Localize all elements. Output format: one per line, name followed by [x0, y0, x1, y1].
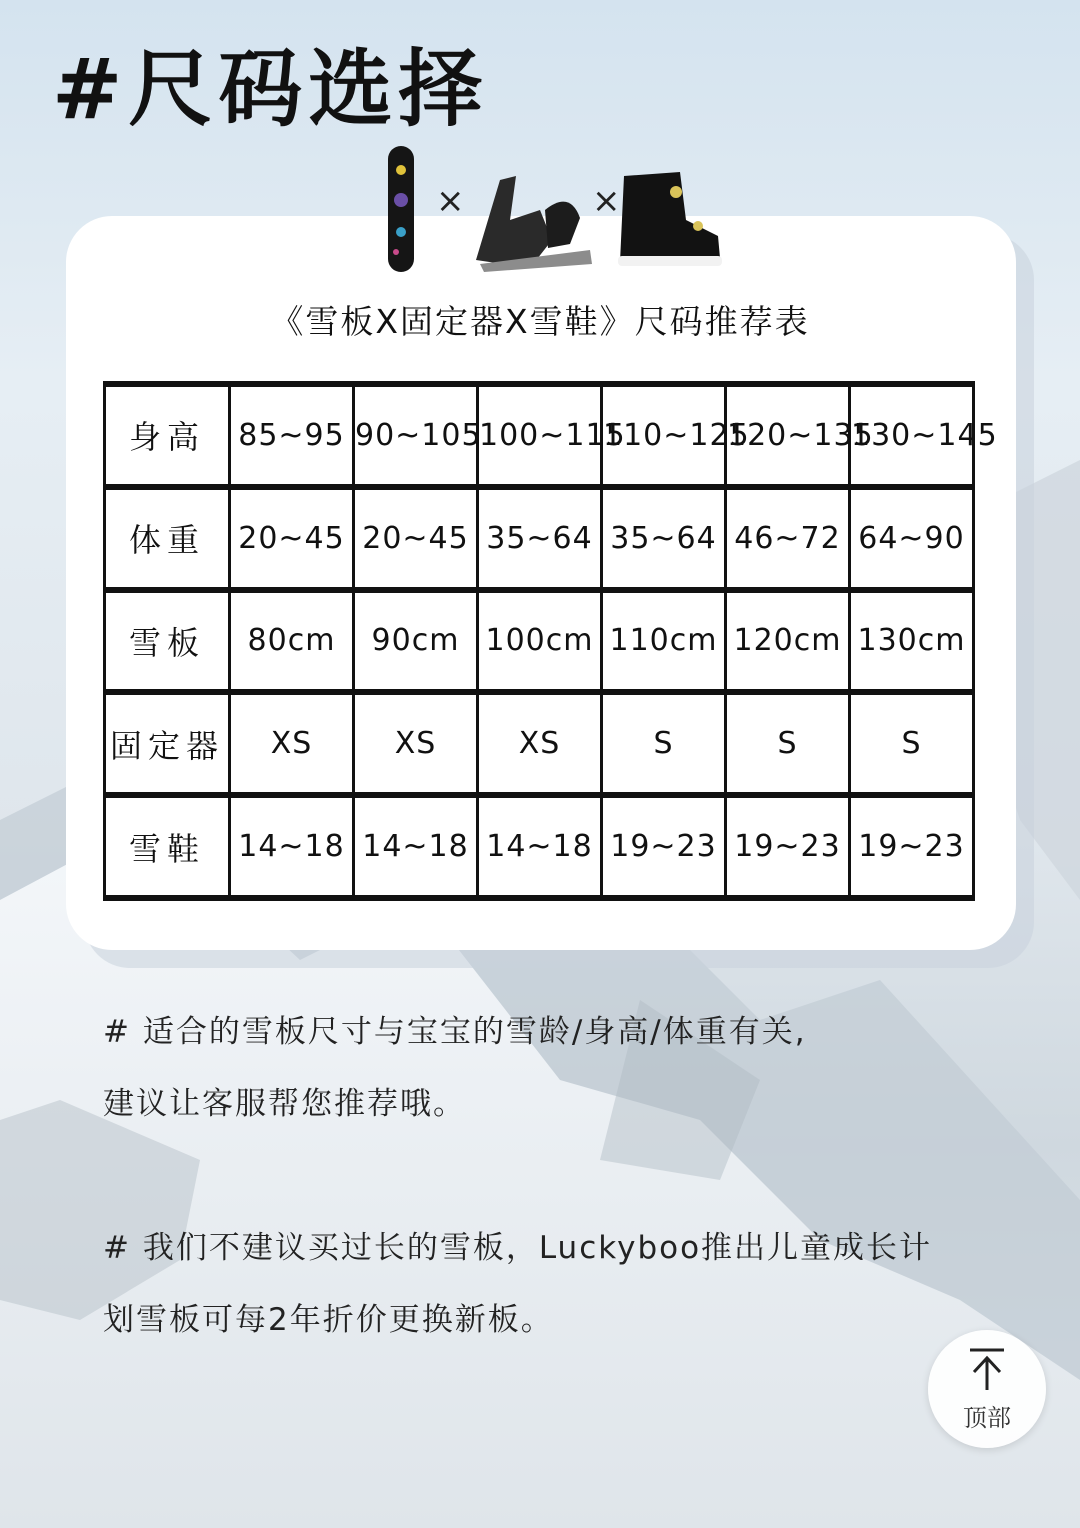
arrow-up-icon [966, 1346, 1008, 1392]
product-images [380, 140, 740, 280]
table-cell: 120~135 [726, 384, 850, 487]
table-cell: 35~64 [602, 487, 726, 590]
table-cell: 100cm [478, 590, 602, 693]
table-cell: 130~145 [850, 384, 974, 487]
table-cell: 90cm [354, 590, 478, 693]
note-line: 建议让客服帮您推荐哦。 [103, 1086, 466, 1122]
size-chart-table [103, 381, 998, 901]
table-cell: 35~64 [478, 487, 602, 590]
table-cell: 14~18 [354, 795, 478, 898]
times-symbol: × [592, 181, 621, 221]
table-cell: XS [478, 692, 602, 795]
row-label-binding: 固定器 [105, 692, 230, 795]
note-line: # 适合的雪板尺寸与宝宝的雪龄/身高/体重有关, [103, 1014, 807, 1050]
note-size-advice [103, 996, 1003, 1140]
table-row [105, 795, 974, 898]
table-cell: 19~23 [602, 795, 726, 898]
table-row [105, 487, 974, 590]
row-label-boots: 雪鞋 [105, 795, 230, 898]
table-cell: 130cm [850, 590, 974, 693]
note-growth-plan [103, 1212, 1003, 1356]
table-row [105, 384, 974, 487]
back-to-top-button[interactable] [928, 1330, 1046, 1448]
snowboard-icon [388, 146, 414, 272]
table-cell: 110~125 [602, 384, 726, 487]
row-label-snowboard: 雪板 [105, 590, 230, 693]
table-cell: XS [354, 692, 478, 795]
table-cell: 120cm [726, 590, 850, 693]
table-cell: 19~23 [850, 795, 974, 898]
card-title: 《雪板X固定器X雪鞋》尺码推荐表 [270, 302, 810, 341]
table-cell: S [726, 692, 850, 795]
table-row [105, 590, 974, 693]
table-cell: 80cm [230, 590, 354, 693]
note-line: 划雪板可每2年折价更换新板。 [103, 1302, 554, 1338]
table-cell: S [850, 692, 974, 795]
table-cell: 110cm [602, 590, 726, 693]
table-cell: 20~45 [230, 487, 354, 590]
table-cell: 64~90 [850, 487, 974, 590]
times-symbol: × [436, 181, 465, 221]
table-cell: 46~72 [726, 487, 850, 590]
back-to-top-label: 顶部 [963, 1404, 1011, 1432]
table-cell: S [602, 692, 726, 795]
table-cell: 14~18 [478, 795, 602, 898]
snow-boot-icon [618, 172, 722, 266]
row-label-weight: 体重 [105, 487, 230, 590]
table-cell: 100~115 [478, 384, 602, 487]
table-cell: 90~105 [354, 384, 478, 487]
table-cell: 20~45 [354, 487, 478, 590]
row-label-height: 身高 [105, 384, 230, 487]
page-title: #尺码选择 [52, 40, 489, 138]
table-cell: 19~23 [726, 795, 850, 898]
table-cell: XS [230, 692, 354, 795]
table-cell: 14~18 [230, 795, 354, 898]
table-cell: 85~95 [230, 384, 354, 487]
table-row [105, 692, 974, 795]
binding-icon [476, 176, 592, 272]
note-line: # 我们不建议买过长的雪板，Luckyboo推出儿童成长计 [103, 1230, 933, 1266]
